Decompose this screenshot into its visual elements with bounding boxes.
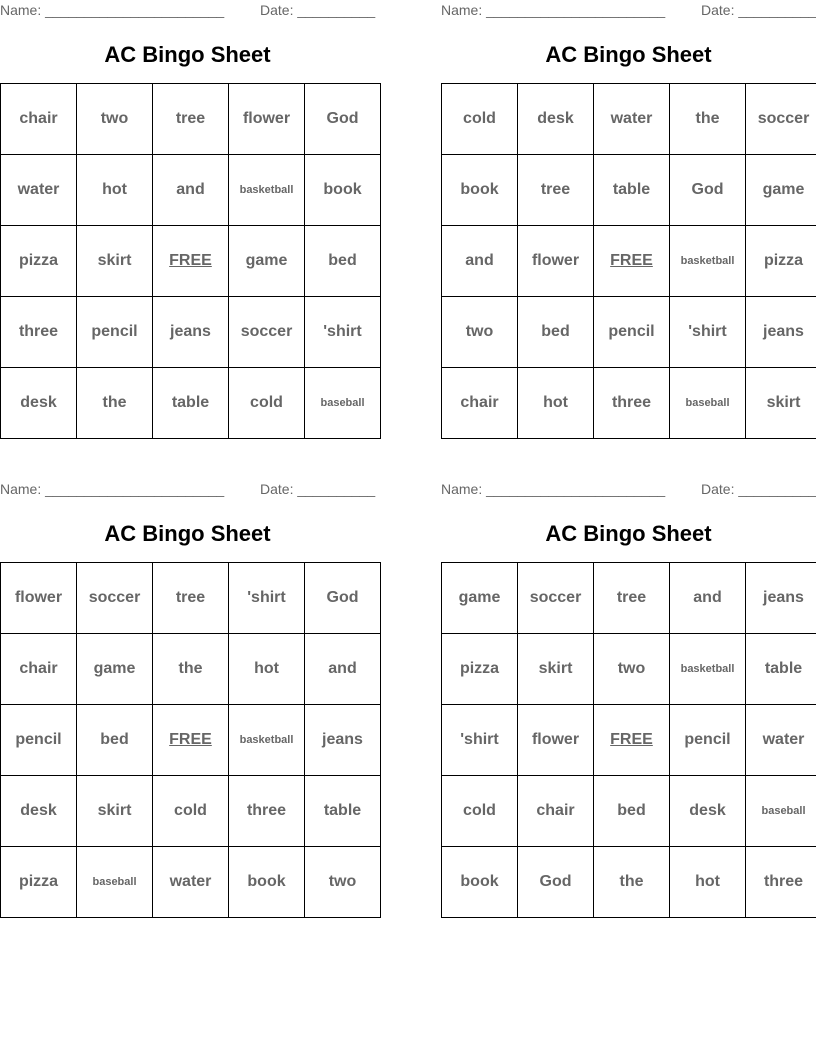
bingo-cell: pizza (442, 634, 518, 705)
bingo-cell: skirt (746, 368, 816, 439)
bingo-cell: three (229, 776, 305, 847)
bingo-cell: cold (229, 368, 305, 439)
bingo-cell: basketball (229, 705, 305, 776)
bingo-cell: jeans (746, 297, 816, 368)
bingo-cell: soccer (518, 563, 594, 634)
bingo-cell: and (670, 563, 746, 634)
bingo-cell: basketball (670, 226, 746, 297)
bingo-cell: soccer (746, 84, 816, 155)
bingo-sheet-3 (0, 479, 375, 911)
date-field: Date: __________ (260, 481, 376, 497)
bingo-cell: table (746, 634, 816, 705)
bingo-cell: 'shirt (670, 297, 746, 368)
bingo-cell: hot (518, 368, 594, 439)
free-cell: FREE (594, 705, 670, 776)
bingo-cell: skirt (77, 776, 153, 847)
bingo-cell: God (518, 847, 594, 918)
bingo-cell: hot (670, 847, 746, 918)
bingo-cell: basketball (229, 155, 305, 226)
sheet-title: AC Bingo Sheet (545, 521, 712, 546)
bingo-cell: pencil (1, 705, 77, 776)
sheet-header (0, 481, 375, 497)
bingo-cell: water (153, 847, 229, 918)
sheet-header (441, 2, 816, 18)
bingo-cell: soccer (77, 563, 153, 634)
grid-row (442, 226, 816, 297)
bingo-cell: three (594, 368, 670, 439)
sheet-title: AC Bingo Sheet (104, 521, 271, 546)
bingo-grid (441, 83, 816, 439)
bingo-cell: flower (518, 705, 594, 776)
grid-row (442, 776, 816, 847)
bingo-cell: and (153, 155, 229, 226)
date-field: Date: __________ (701, 481, 816, 497)
bingo-cell: pizza (1, 226, 77, 297)
bingo-cell: water (746, 705, 816, 776)
bingo-sheet-4 (441, 479, 816, 911)
name-field: Name: _______________________ (0, 481, 225, 497)
bingo-cell: and (305, 634, 381, 705)
bingo-cell: God (305, 563, 381, 634)
bingo-cell: game (746, 155, 816, 226)
bingo-cell: the (594, 847, 670, 918)
bingo-cell: chair (1, 634, 77, 705)
free-cell: FREE (153, 705, 229, 776)
bingo-cell: soccer (229, 297, 305, 368)
bingo-cell: hot (229, 634, 305, 705)
bingo-cell: tree (153, 84, 229, 155)
sheet-title: AC Bingo Sheet (545, 42, 712, 67)
bingo-cell: book (229, 847, 305, 918)
bingo-cell: chair (1, 84, 77, 155)
bingo-cell: bed (518, 297, 594, 368)
bingo-cell: game (229, 226, 305, 297)
bingo-cell: pizza (746, 226, 816, 297)
grid-row (442, 634, 816, 705)
name-field: Name: _______________________ (441, 481, 666, 497)
bingo-cell: the (77, 368, 153, 439)
bingo-cell: skirt (77, 226, 153, 297)
bingo-cell: the (670, 84, 746, 155)
bingo-cell: skirt (518, 634, 594, 705)
grid-row (1, 776, 381, 847)
grid-row (1, 84, 381, 155)
bingo-cell: bed (305, 226, 381, 297)
grid-row (1, 226, 381, 297)
bingo-cell: tree (153, 563, 229, 634)
name-field: Name: _______________________ (0, 2, 225, 18)
bingo-cell: and (442, 226, 518, 297)
grid-row (442, 705, 816, 776)
sheet-header (0, 2, 375, 18)
grid-row (442, 368, 816, 439)
grid-row (442, 155, 816, 226)
bingo-grid (0, 562, 381, 918)
grid-row (442, 563, 816, 634)
grid-row (1, 705, 381, 776)
bingo-cell: book (305, 155, 381, 226)
date-field: Date: __________ (260, 2, 376, 18)
bingo-sheet-2 (441, 0, 816, 432)
bingo-cell: flower (518, 226, 594, 297)
bingo-cell: game (77, 634, 153, 705)
bingo-cell: jeans (305, 705, 381, 776)
bingo-cell: desk (1, 776, 77, 847)
free-cell: FREE (594, 226, 670, 297)
bingo-cell: game (442, 563, 518, 634)
grid-row (1, 634, 381, 705)
bingo-cell: two (594, 634, 670, 705)
bingo-cell: God (305, 84, 381, 155)
name-field: Name: _______________________ (441, 2, 666, 18)
bingo-cell: jeans (153, 297, 229, 368)
grid-row (1, 297, 381, 368)
grid-row (442, 847, 816, 918)
bingo-cell: baseball (670, 368, 746, 439)
bingo-cell: God (670, 155, 746, 226)
grid-row (1, 847, 381, 918)
bingo-cell: table (153, 368, 229, 439)
bingo-cell: table (305, 776, 381, 847)
bingo-cell: desk (670, 776, 746, 847)
bingo-cell: three (746, 847, 816, 918)
bingo-cell: book (442, 155, 518, 226)
bingo-cell: hot (77, 155, 153, 226)
grid-row (1, 563, 381, 634)
free-cell: FREE (153, 226, 229, 297)
bingo-cell: table (594, 155, 670, 226)
bingo-cell: pencil (594, 297, 670, 368)
grid-row (1, 155, 381, 226)
bingo-cell: pencil (670, 705, 746, 776)
bingo-cell: tree (594, 563, 670, 634)
bingo-cell: baseball (305, 368, 381, 439)
sheet-header (441, 481, 816, 497)
bingo-cell: water (1, 155, 77, 226)
bingo-cell: tree (518, 155, 594, 226)
bingo-cell: desk (1, 368, 77, 439)
bingo-cell: flower (229, 84, 305, 155)
grid-row (442, 84, 816, 155)
bingo-cell: chair (518, 776, 594, 847)
grid-row (442, 297, 816, 368)
bingo-cell: pencil (77, 297, 153, 368)
bingo-cell: cold (442, 776, 518, 847)
bingo-cell: water (594, 84, 670, 155)
bingo-cell: baseball (746, 776, 816, 847)
bingo-grid (0, 83, 381, 439)
bingo-cell: basketball (670, 634, 746, 705)
bingo-cell: cold (153, 776, 229, 847)
bingo-cell: 'shirt (229, 563, 305, 634)
bingo-cell: bed (594, 776, 670, 847)
bingo-cell: desk (518, 84, 594, 155)
bingo-cell: pizza (1, 847, 77, 918)
bingo-cell: two (77, 84, 153, 155)
bingo-cell: the (153, 634, 229, 705)
bingo-cell: book (442, 847, 518, 918)
bingo-cell: 'shirt (305, 297, 381, 368)
bingo-cell: baseball (77, 847, 153, 918)
bingo-grid (441, 562, 816, 918)
bingo-cell: cold (442, 84, 518, 155)
bingo-cell: 'shirt (442, 705, 518, 776)
bingo-cell: two (305, 847, 381, 918)
bingo-cell: flower (1, 563, 77, 634)
bingo-sheet-1 (0, 0, 375, 432)
date-field: Date: __________ (701, 2, 816, 18)
bingo-cell: jeans (746, 563, 816, 634)
bingo-cell: three (1, 297, 77, 368)
bingo-cell: chair (442, 368, 518, 439)
sheet-title: AC Bingo Sheet (104, 42, 271, 67)
bingo-cell: two (442, 297, 518, 368)
grid-row (1, 368, 381, 439)
bingo-cell: bed (77, 705, 153, 776)
